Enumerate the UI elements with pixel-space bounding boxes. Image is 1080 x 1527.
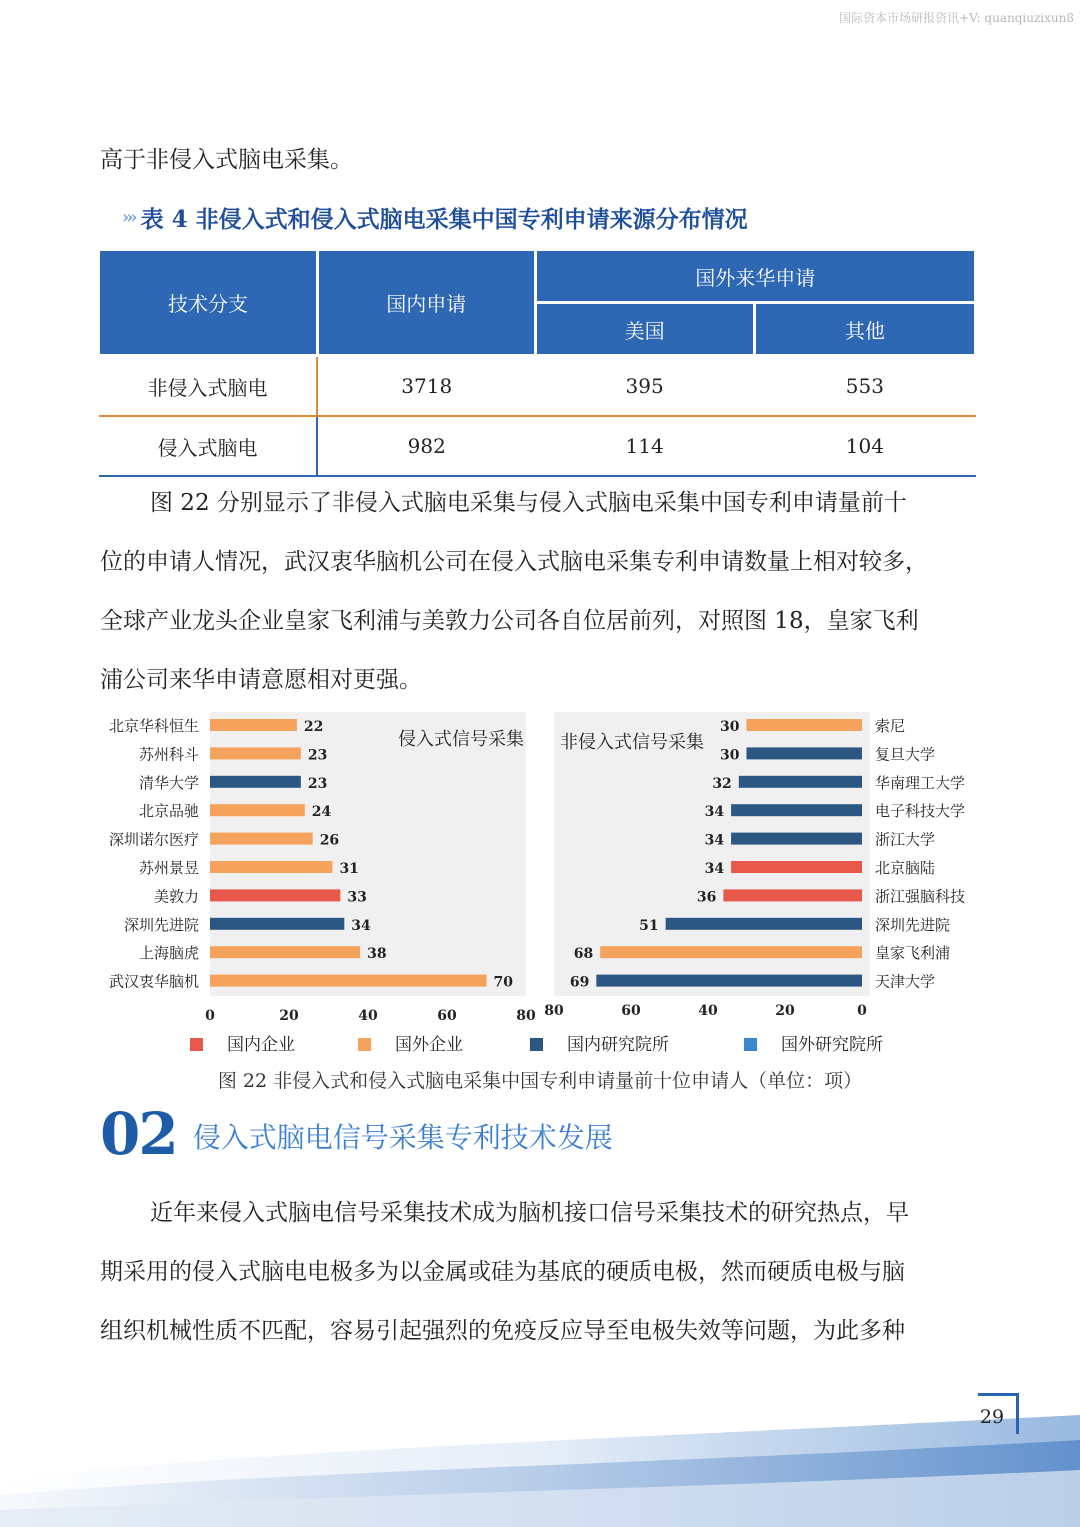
- legend-swatch: [530, 1038, 543, 1051]
- header-other: 其他: [754, 303, 975, 356]
- paragraph-line: 图 22 分别显示了非侵入式脑电采集与侵入式脑电采集中国专利申请量前十: [150, 490, 907, 516]
- left-bar: [210, 833, 313, 845]
- left-data-label: 33: [347, 889, 367, 906]
- left-data-label: 24: [311, 804, 332, 821]
- right-x-tick-label: 60: [621, 1003, 641, 1019]
- right-bar: [731, 833, 862, 845]
- right-data-label: 32: [712, 775, 732, 792]
- paragraph-line: 近年来侵入式脑电信号采集技术成为脑机接口信号采集技术的研究热点，早: [150, 1200, 909, 1226]
- right-category-label: 索尼: [875, 717, 906, 735]
- right-category-label: 浙江强脑科技: [875, 887, 966, 906]
- paragraph-line: 全球产业龙头企业皇家飞利浦与美敦力公司各自位居前列，对照图 18，皇家飞利: [100, 608, 919, 634]
- left-data-label: 23: [307, 747, 328, 764]
- legend-swatch: [744, 1038, 757, 1051]
- right-bar: [747, 747, 863, 759]
- left-bar: [210, 889, 340, 901]
- right-data-label: 30: [720, 747, 740, 764]
- legend-swatch: [190, 1038, 203, 1051]
- left-category-label: 苏州科斗: [138, 745, 199, 764]
- header-foreign: 国外来华申请: [535, 250, 976, 303]
- left-category-label: 清华大学: [138, 773, 199, 792]
- paragraph-2: [100, 1184, 990, 1361]
- left-x-tick-label: 80: [516, 1008, 536, 1024]
- right-data-label: 51: [639, 917, 659, 934]
- left-bar: [210, 861, 332, 873]
- right-x-tick-label: 0: [857, 1003, 867, 1019]
- paragraph-line: 位的申请人情况，武汉衷华脑机公司在侵入式脑电采集专利申请数量上相对较多，: [100, 549, 928, 575]
- right-category-label: 复旦大学: [875, 745, 936, 764]
- right-category-label: 华南理工大学: [875, 773, 966, 792]
- cell-branch: 侵入式脑电: [99, 416, 318, 476]
- left-x-tick-label: 20: [279, 1008, 299, 1024]
- section-title: 侵入式脑电信号采集专利技术发展: [192, 1121, 613, 1154]
- header-branch: 技术分支: [99, 250, 318, 356]
- figure-caption: 图 22 非侵入式和侵入式脑电采集中国专利申请量前十位申请人（单位：项）: [217, 1070, 863, 1092]
- paragraph-line: 期采用的侵入式脑电电极多为以金属或硅为基底的硬质电极，然而硬质电极与脑: [100, 1259, 905, 1285]
- table-caption: [122, 201, 748, 234]
- right-bar: [739, 776, 862, 788]
- page-number: 29: [979, 1406, 1005, 1428]
- legend-label: 国内企业: [227, 1035, 295, 1055]
- left-bar: [210, 804, 305, 816]
- cell-domestic: 982: [317, 416, 535, 476]
- right-category-label: 浙江大学: [875, 830, 936, 849]
- right-x-tick-label: 40: [698, 1003, 718, 1019]
- right-category-label: 天津大学: [875, 972, 936, 991]
- intro-line: 高于非侵入式脑电采集。: [100, 147, 353, 173]
- left-chart-title: 侵入式信号采集: [398, 729, 524, 750]
- left-bar: [210, 719, 297, 731]
- section-number: 02: [100, 1100, 177, 1168]
- left-category-label: 北京品驰: [138, 802, 199, 821]
- left-x-tick-label: 0: [205, 1008, 215, 1024]
- right-bar: [666, 918, 862, 930]
- left-x-tick-label: 60: [437, 1008, 457, 1024]
- right-chart-title: 非侵入式信号采集: [560, 732, 704, 753]
- paragraph-1: [100, 474, 990, 710]
- right-bar: [596, 975, 862, 987]
- right-data-label: 36: [696, 889, 717, 906]
- watermark: 国际资本市场研报资讯+V: quanqiuzixun8: [839, 11, 1074, 25]
- left-bar: [210, 975, 487, 987]
- right-category-label: 北京脑陆: [875, 859, 936, 877]
- left-bar: [210, 946, 360, 958]
- cell-other: 104: [754, 416, 975, 476]
- left-x-tick-label: 40: [358, 1008, 378, 1024]
- section-heading: [100, 1100, 613, 1168]
- right-data-label: 34: [704, 832, 725, 849]
- right-bar: [747, 719, 863, 731]
- table-caption-text: 表 4 非侵入式和侵入式脑电采集中国专利申请来源分布情况: [140, 206, 748, 233]
- right-bar: [600, 946, 862, 958]
- right-x-tick-label: 20: [775, 1003, 795, 1019]
- cell-usa: 114: [535, 416, 754, 476]
- right-data-label: 34: [704, 861, 725, 877]
- header-usa: 美国: [535, 303, 754, 356]
- left-category-label: 深圳诺尔医疗: [108, 830, 199, 849]
- left-data-label: 26: [319, 832, 340, 849]
- cell-other: 553: [754, 356, 975, 417]
- right-x-tick-label: 80: [544, 1003, 564, 1019]
- right-bar: [731, 804, 862, 816]
- right-data-label: 68: [573, 946, 594, 963]
- left-bar: [210, 776, 301, 788]
- left-category-label: 上海脑虎: [138, 944, 199, 963]
- paragraph-line: 组织机械性质不匹配，容易引起强烈的免疫反应导至电极失效等问题，为此多种: [100, 1318, 905, 1344]
- left-category-label: 深圳先进院: [123, 915, 199, 934]
- left-data-label: 34: [351, 917, 371, 934]
- left-data-label: 38: [367, 946, 387, 963]
- table-row: [99, 416, 976, 476]
- left-category-label: 北京华科恒生: [108, 717, 199, 735]
- left-data-label: 22: [303, 719, 324, 735]
- left-category-label: 美敦力: [153, 887, 199, 906]
- left-bar: [210, 747, 301, 759]
- right-category-label: 皇家飞利浦: [875, 944, 951, 963]
- left-data-label: 23: [307, 775, 328, 792]
- left-data-label: 31: [339, 861, 359, 877]
- cell-branch: 非侵入式脑电: [99, 356, 318, 417]
- cell-domestic: 3718: [317, 356, 535, 417]
- left-data-label: 70: [493, 974, 513, 991]
- legend-swatch: [358, 1038, 371, 1051]
- legend-label: 国外研究院所: [781, 1035, 883, 1055]
- left-bar: [210, 918, 344, 930]
- right-category-label: 深圳先进院: [875, 915, 951, 934]
- table-row: [99, 356, 976, 417]
- legend-label: 国内研究院所: [567, 1035, 669, 1055]
- double-chevron-icon: ›››: [122, 207, 135, 228]
- figure-22-charts: [0, 705, 1080, 1075]
- right-bar: [723, 889, 862, 901]
- cell-usa: 395: [535, 356, 754, 417]
- legend-label: 国外企业: [395, 1035, 463, 1055]
- left-category-label: 武汉衷华脑机: [108, 972, 199, 991]
- right-category-label: 电子科技大学: [875, 802, 966, 821]
- left-category-label: 苏州景昱: [138, 859, 199, 877]
- right-data-label: 30: [720, 719, 740, 735]
- right-bar: [731, 861, 862, 873]
- right-data-label: 34: [704, 804, 725, 821]
- header-domestic: 国内申请: [317, 250, 535, 356]
- footer-wave-decoration: [0, 1370, 1080, 1527]
- right-data-label: 69: [569, 974, 590, 991]
- patent-source-table: [97, 248, 977, 477]
- paragraph-line: 浦公司来华申请意愿相对更强。: [100, 667, 422, 693]
